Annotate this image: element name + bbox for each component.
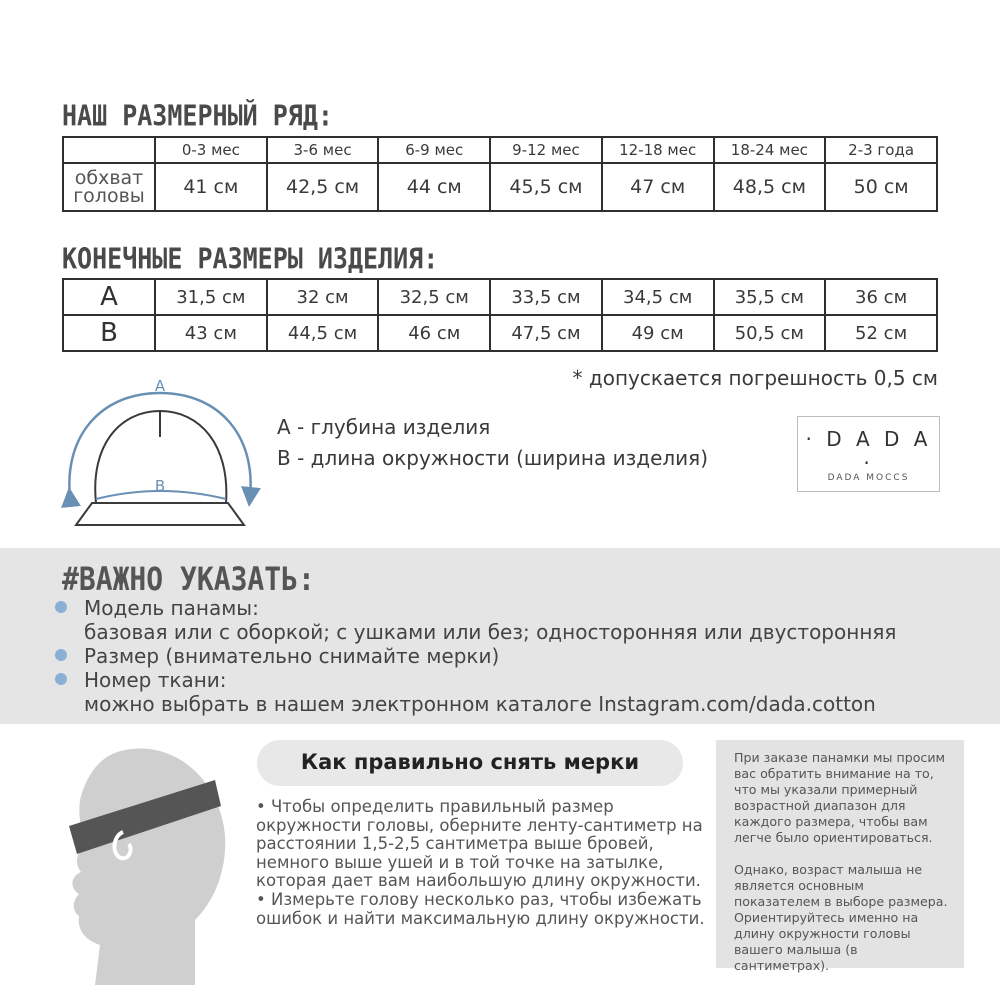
row-a-cell: 35,5 см [714, 279, 826, 315]
instruction-paragraph: • Чтобы определить правильный размер окружности головы, оберните ленту-сантиметр на расстоянии 1,5-2,5 сантиметра выше бровей, немного выше ушей и в той точке на затылке, которая дает вам наибольшую длину окружности. [256, 797, 703, 891]
circumference-cell: 41 см [155, 163, 267, 211]
row-b-cell: 52 см [825, 315, 937, 351]
row-b-label: B [63, 315, 155, 351]
brand-logo [797, 416, 940, 492]
row-b-cell: 44,5 см [267, 315, 379, 351]
row-a-cell: 34,5 см [602, 279, 714, 315]
row-a-cell: 33,5 см [490, 279, 602, 315]
final-sizes-table [62, 278, 938, 352]
bullet-dot [55, 649, 67, 661]
row-a-label: A [63, 279, 155, 315]
row-b-cell: 43 см [155, 315, 267, 351]
child-head-illustration [55, 740, 245, 990]
how-to-title: Как правильно снять мерки [300, 750, 640, 774]
corner-cell [63, 137, 155, 163]
important-item-title: Модель панамы: [84, 596, 259, 620]
side-note-box [716, 740, 964, 973]
row-label-line: обхват [74, 167, 144, 189]
hat-brim [76, 503, 244, 525]
size-chart-table [62, 136, 938, 212]
legend-a: A - глубина изделия [277, 415, 491, 439]
age-cell: 6-9 мес [378, 137, 490, 163]
important-title: #ВАЖНО УКАЗАТЬ: [62, 560, 315, 598]
head-silhouette [72, 748, 225, 985]
tolerance-note: * допускается погрешность 0,5 см [572, 366, 938, 390]
how-to-title-pill [257, 740, 683, 786]
label-a: A [154, 377, 166, 395]
circumference-cell: 45,5 см [490, 163, 602, 211]
important-item-title: Размер (внимательно снимайте мерки) [84, 644, 500, 668]
important-item-detail: можно выбрать в нашем электронном каталоге Instagram.com/dada.cotton [84, 692, 876, 716]
age-row [63, 137, 937, 163]
age-cell: 12-18 мес [602, 137, 714, 163]
row-label-line: головы [73, 185, 145, 207]
logo-wordmark: · D A D A · [805, 427, 932, 475]
row-a-cell: 31,5 см [155, 279, 267, 315]
age-cell: 3-6 мес [267, 137, 379, 163]
logo-subtitle: DADA MOCCS [827, 473, 910, 483]
age-cell: 9-12 мес [490, 137, 602, 163]
row-b [63, 315, 937, 351]
important-item-title: Номер ткани: [84, 668, 227, 692]
side-note-paragraph: При заказе панамки мы просим вас обратить внимание на то, что мы указали примерный возрастной диапазон для каждого размера, чтобы вам легче было ориентироваться. [734, 750, 946, 845]
age-cell: 2-3 года [825, 137, 937, 163]
row-a-cell: 36 см [825, 279, 937, 315]
row-a [63, 279, 937, 315]
final-sizes-heading: КОНЕЧНЫЕ РАЗМЕРЫ ИЗДЕЛИЯ: [62, 242, 439, 276]
hat-diagram [60, 375, 270, 535]
row-b-cell: 47,5 см [490, 315, 602, 351]
circumference-cell: 42,5 см [267, 163, 379, 211]
circumference-cell: 47 см [602, 163, 714, 211]
row-b-cell: 49 см [602, 315, 714, 351]
row-a-cell: 32 см [267, 279, 379, 315]
circumference-cell: 48,5 см [714, 163, 826, 211]
label-b: B [154, 477, 166, 495]
legend-b: B - длина окружности (ширина изделия) [277, 446, 708, 470]
age-cell: 0-3 мес [155, 137, 267, 163]
instruction-paragraph: • Измерьте голову несколько раз, чтобы избежать ошибок и найти максимальную длину окружности. [256, 889, 705, 928]
row-label-cell [63, 163, 155, 211]
row-b-cell: 50,5 см [714, 315, 826, 351]
size-chart-heading: НАШ РАЗМЕРНЫЙ РЯД: [62, 99, 333, 133]
important-item-detail: базовая или с оборкой; с ушками или без; односторонняя или двусторонняя [84, 620, 897, 644]
bullet-dot [55, 601, 67, 613]
circumference-cell: 44 см [378, 163, 490, 211]
circumference-row [63, 163, 937, 211]
circumference-cell: 50 см [825, 163, 937, 211]
bullet-dot [55, 673, 67, 685]
how-to-instructions [256, 798, 716, 928]
side-note-paragraph: Однако, возраст малыша не является основным показателем в выборе размера. Ориентируйтесь именно на длину окружности головы вашего малыша (в сантиметрах). [734, 862, 948, 973]
row-b-cell: 46 см [378, 315, 490, 351]
age-cell: 18-24 мес [714, 137, 826, 163]
row-a-cell: 32,5 см [378, 279, 490, 315]
